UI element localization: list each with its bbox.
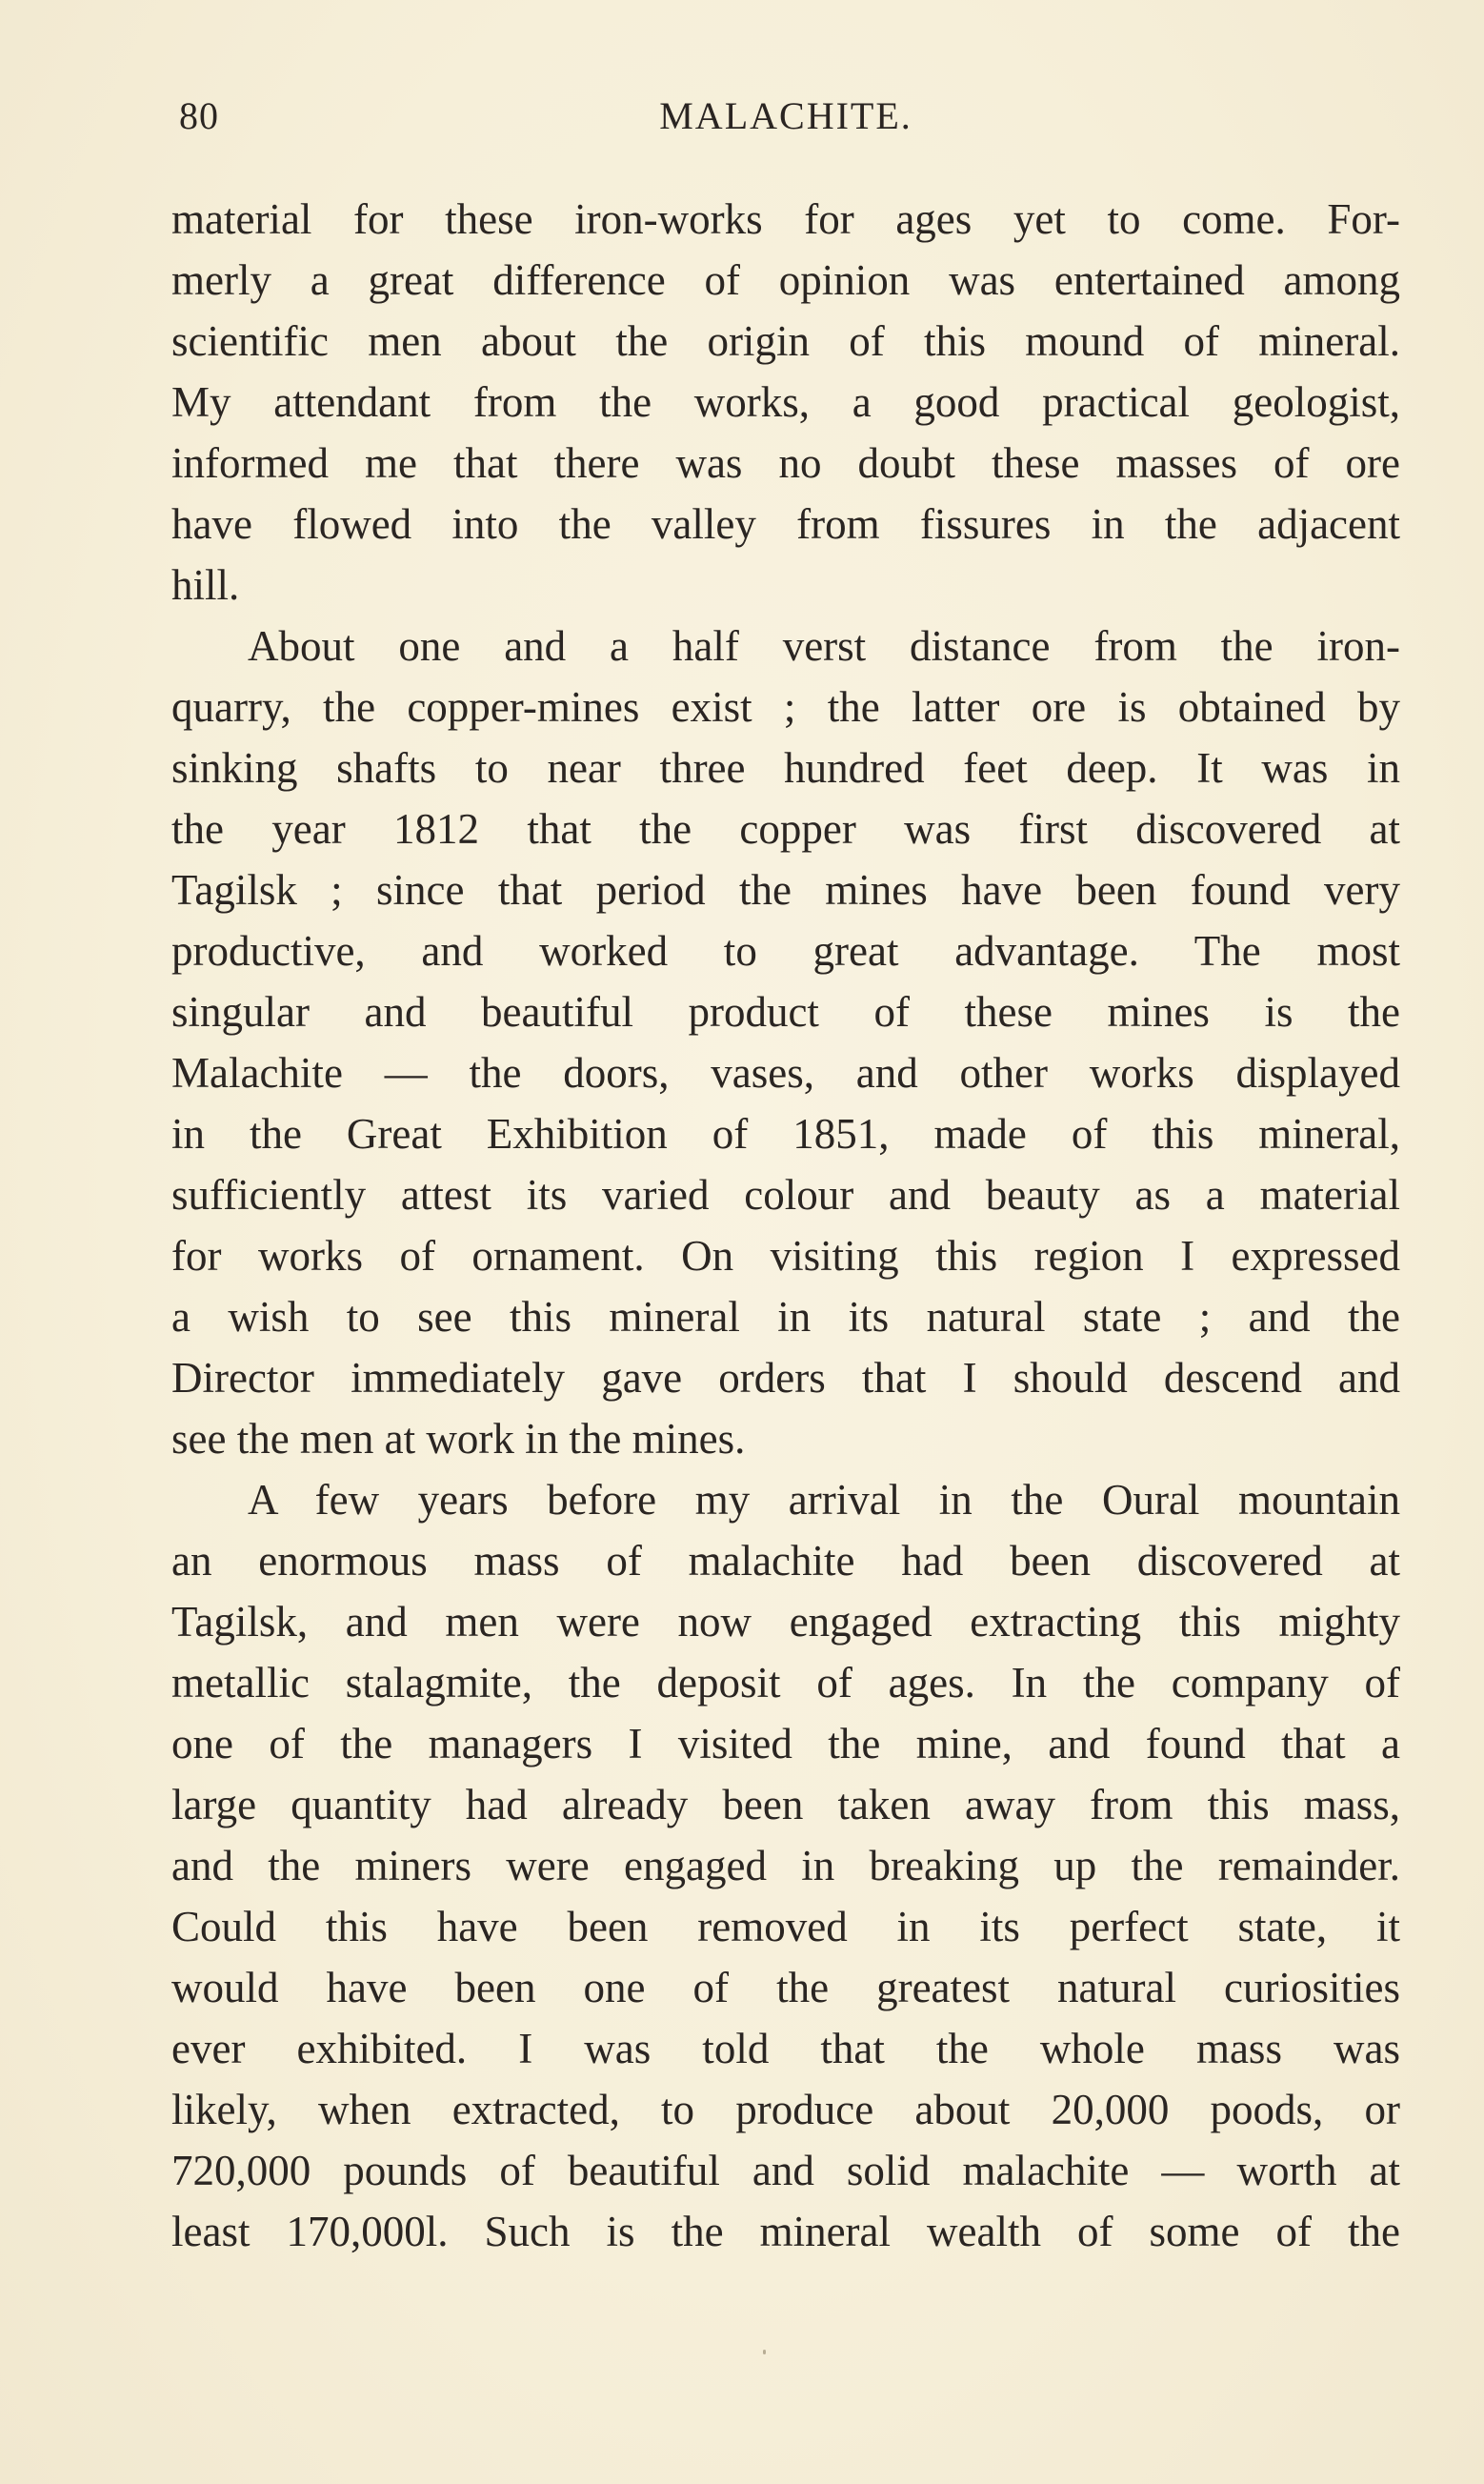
text-line: a wish to see this mineral in its natural state ; and the: [171, 1293, 1400, 1341]
text-line: have flowed into the valley from fissures in the adjacent: [171, 500, 1400, 548]
text-line: Tagilsk ; since that period the mines have been found very: [171, 866, 1400, 914]
text-line: an enormous mass of malachite had been discovered at: [171, 1537, 1400, 1585]
text-line: hill.: [171, 561, 240, 609]
text-line: metallic stalagmite, the deposit of ages. In the company of: [171, 1659, 1400, 1706]
text-line: Could this have been removed in its perfect state, it: [171, 1903, 1400, 1950]
text-line: Tagilsk, and men were now engaged extracting this mighty: [171, 1598, 1400, 1646]
text-line: sinking shafts to near three hundred feet deep. It was in: [171, 744, 1400, 792]
text-line: ever exhibited. I was told that the whole mass was: [171, 2025, 1400, 2072]
body-text: [171, 189, 1400, 2262]
text-line: the year 1812 that the copper was first discovered at: [171, 805, 1400, 853]
text-line: merly a great difference of opinion was entertained among: [171, 256, 1400, 304]
text-line: in the Great Exhibition of 1851, made of this mineral,: [171, 1110, 1400, 1158]
text-line: scientific men about the origin of this mound of mineral.: [171, 317, 1400, 365]
text-line: About one and a half verst distance from the iron-: [248, 622, 1400, 670]
text-line: informed me that there was no doubt these masses of ore: [171, 439, 1400, 487]
text-line: see the men at work in the mines.: [171, 1415, 746, 1463]
text-line: Malachite — the doors, vases, and other works displayed: [171, 1049, 1400, 1097]
text-line: would have been one of the greatest natural curiosities: [171, 1964, 1400, 2011]
text-line: least 170,000l. Such is the mineral wealth of some of the: [171, 2208, 1400, 2255]
text-line: sufficiently attest its varied colour and beauty as a material: [171, 1171, 1400, 1219]
text-line: singular and beautiful product of these mines is the: [171, 988, 1400, 1036]
running-title: MALACHITE.: [659, 94, 912, 137]
text-line: likely, when extracted, to produce about 20,000 poods, or: [171, 2086, 1400, 2133]
text-line: large quantity had already been taken away from this mass,: [171, 1781, 1400, 1828]
page-number: 80: [179, 94, 219, 137]
text-line: A few years before my arrival in the Oural mountain: [248, 1476, 1400, 1524]
text-line: productive, and worked to great advantage. The most: [171, 927, 1400, 975]
text-line: one of the managers I visited the mine, and found that a: [171, 1720, 1400, 1767]
text-line: Director immediately gave orders that I should descend and: [171, 1354, 1400, 1402]
text-line: for works of ornament. On visiting this region I expressed: [171, 1232, 1400, 1280]
text-line: My attendant from the works, a good practical geologist,: [171, 378, 1400, 426]
text-line: 720,000 pounds of beautiful and solid malachite — worth at: [171, 2147, 1400, 2194]
paper-speck: [763, 2350, 766, 2354]
text-line: material for these iron-works for ages yet to come. For-: [171, 195, 1400, 243]
text-line: and the miners were engaged in breaking up the remainder.: [171, 1842, 1400, 1889]
text-line: quarry, the copper-mines exist ; the latter ore is obtained by: [171, 683, 1400, 731]
running-head: [171, 93, 1400, 147]
